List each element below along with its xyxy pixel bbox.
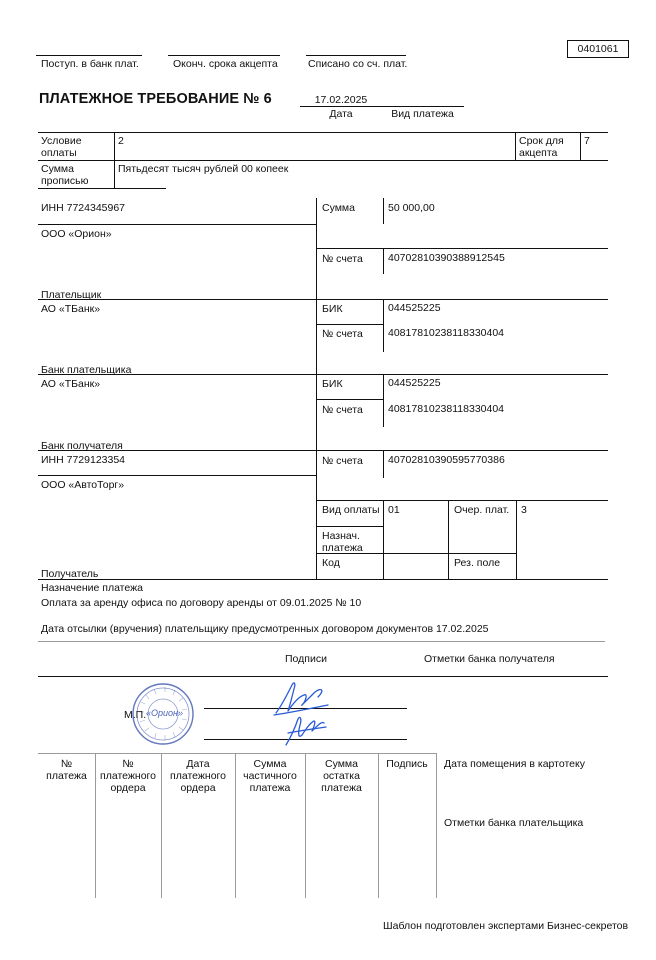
payment-condition-value: 2 [118,135,124,147]
date-line [300,106,382,107]
document-title: ПЛАТЕЖНОЕ ТРЕБОВАНИЕ № 6 [39,91,272,107]
filing-date-label: Дата помещения в картотеку [444,758,585,770]
payer-bank-bik: 044525225 [388,302,441,314]
grid-line [316,399,383,400]
payer-bank-bik-label: БИК [322,303,343,315]
date-label: Дата [329,108,353,120]
grid-line [383,374,384,427]
grid-line [316,500,608,501]
stamp-text: «Орион» [146,708,183,718]
payer-account-label: № счета [322,253,363,265]
payer-account: 40702810390388912545 [388,252,505,264]
grid-line [383,500,384,579]
signatures-label: Подписи [285,653,327,665]
grid-line [516,500,517,579]
col5-line2: остатка [323,770,360,782]
purpose-text: Оплата за аренду офиса по договору аренды от 09.01.2025 № 10 [41,597,362,609]
grid-line [38,450,608,451]
acceptance-term-label-2: акцепта [519,147,558,159]
col4-line2: частичного [243,770,297,782]
grid-line [383,299,384,352]
col2-line2: платежного [100,770,156,782]
reserve-field-label: Рез. поле [454,557,501,569]
priority-value: 3 [521,504,527,516]
grid-line [316,526,383,527]
grid-line [316,248,608,249]
col4-line1: Сумма [253,758,287,770]
mp-label: М.П. [124,709,147,721]
acceptance-term-label: Срок для [519,135,564,147]
docs-sent-date: Дата отсылки (вручения) плательщику предусмотренных договором документов 17.02.2025 [41,623,489,635]
grid-line [114,132,115,188]
amount-words-value: Пятьдесят тысяч рублей 00 копеек [118,163,289,175]
payer-bank-account-label: № счета [322,328,363,340]
payment-condition-label: Условие [41,135,82,147]
amount-words-label: Сумма [41,163,74,175]
acceptance-end-line [168,55,280,56]
payer-bank-marks: Отметки банка плательщика [444,817,584,829]
grid-line [38,579,608,580]
date-value: 17.02.2025 [314,94,368,106]
amount-value: 50 000,00 [388,202,435,214]
recipient-account: 40702810390595770386 [388,454,505,466]
col2-line1: № [122,758,134,770]
payment-kind-value: 01 [388,504,400,516]
grid-line [38,188,166,189]
recipient-bank-marks: Отметки банка получателя [424,653,555,665]
form-code: 0401061 [577,43,619,55]
col6-signature: Подпись [386,758,428,770]
separator-line [38,641,605,642]
payment-kind-label: Вид оплаты [322,504,380,516]
payer-bank-account: 40817810238118330404 [388,327,505,339]
col1-line1: № [60,758,73,770]
recipient-bank-account-label: № счета [322,404,363,416]
col3-line3: ордера [180,782,216,794]
payer-name: ООО «Орион» [41,228,112,240]
recipient-account-label: № счета [322,455,363,467]
col1-line2: платежа [46,770,87,782]
debited-line [306,55,406,56]
grid-line [38,475,316,476]
grid-line [38,160,608,161]
grid-line [448,500,449,579]
amount-words-label-2: прописью [41,175,89,187]
recipient-bank-label: Банк получателя [41,440,123,452]
grid-line [383,248,384,274]
acceptance-term-value: 7 [584,135,590,147]
grid-line [316,198,317,579]
grid-line [383,198,384,224]
purpose-code-label-2: платежа [322,542,363,554]
payment-type-label: Вид платежа [391,108,454,120]
payer-bank-label: Банк плательщика [41,364,132,376]
recipient-bank-account: 40817810238118330404 [388,403,505,415]
grid-line [38,132,608,133]
payer-label: Плательщик [41,289,102,301]
grid-line [383,450,384,478]
col3-line2: платежного [170,770,226,782]
grid-line [316,324,383,325]
recipient-bank-bik-label: БИК [322,378,343,390]
received-label: Поступ. в банк плат. [41,58,139,70]
payer-inn: ИНН 7724345967 [41,202,126,214]
recipient-inn: ИНН 7729123354 [41,454,126,466]
footer-note: Шаблон подготовлен экспертами Бизнес-секретов [383,920,629,932]
payment-type-line [381,106,464,107]
code-label: Код [322,557,340,569]
amount-label: Сумма [322,202,355,214]
col4-line3: платежа [249,782,291,794]
debited-label: Списано со сч. плат. [308,58,408,70]
payer-bank-name: АО «ТБанк» [41,303,101,315]
recipient-name: ООО «АвтоТорг» [41,479,125,491]
handwritten-signature [268,675,348,755]
grid-line [515,132,516,160]
col2-line3: ордера [110,782,146,794]
priority-label: Очер. плат. [454,504,510,516]
purpose-code-label: Назнач. [322,530,360,542]
recipient-label: Получатель [41,568,99,580]
grid-line [580,132,581,160]
recipient-bank-name: АО «ТБанк» [41,378,101,390]
purpose-label: Назначение платежа [41,582,143,594]
bottom-table-top [38,753,436,754]
received-line [36,55,142,56]
grid-line [436,753,437,898]
col5-line3: платежа [321,782,362,794]
col3-line1: Дата [186,758,210,770]
acceptance-end-label: Оконч. срока акцепта [173,58,278,70]
col5-line1: Сумма [325,758,358,770]
recipient-bank-bik: 044525225 [388,377,441,389]
grid-line [38,299,608,300]
payment-condition-label-2: оплаты [41,147,77,159]
grid-line [38,224,316,225]
grid-line [378,753,379,898]
